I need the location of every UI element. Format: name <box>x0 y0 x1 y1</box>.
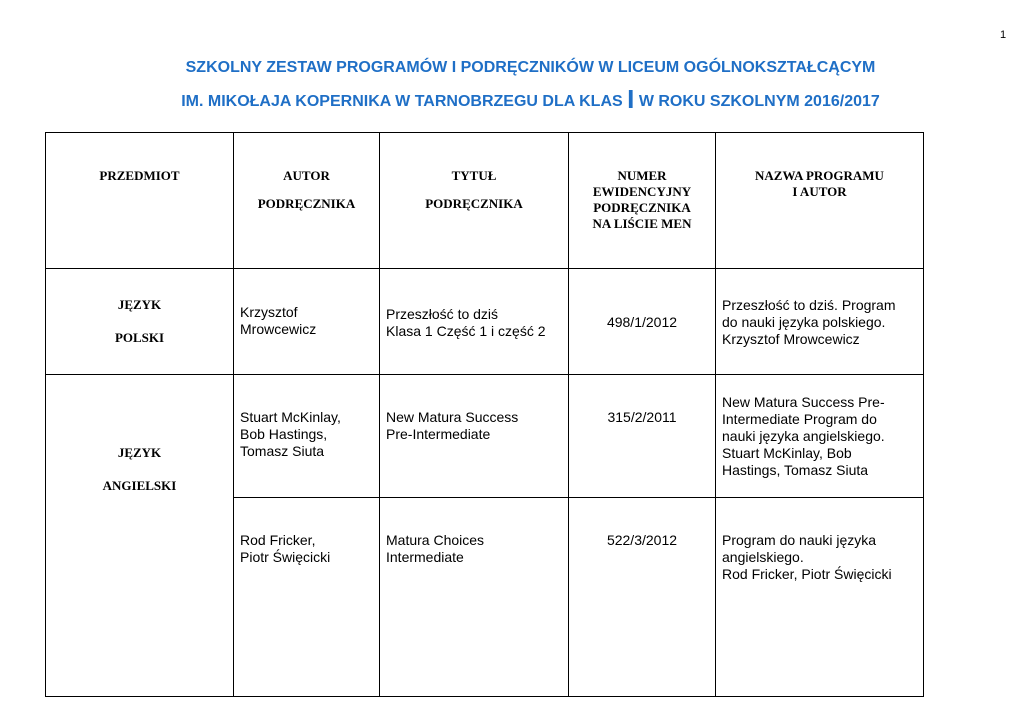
subject-cell <box>46 375 234 697</box>
header-number-label-4: NA LIŚCIE MEN <box>592 216 692 231</box>
subject-label-2: ANGIELSKI <box>102 478 177 493</box>
header-title-label: TYTUŁ <box>451 168 497 183</box>
program-line: angielskiego. <box>722 549 804 565</box>
header-program-label-1: NAZWA PROGRAMU <box>755 168 884 183</box>
table-row <box>46 269 924 375</box>
header-title <box>380 133 569 269</box>
program-cell <box>716 375 924 498</box>
author-line: Stuart McKinlay, <box>240 409 341 425</box>
number-cell <box>569 375 716 498</box>
title-prefix: IM. MIKOŁAJA KOPERNIKA W TARNOBRZEGU DLA KLAS <box>181 93 623 110</box>
subject-cell <box>46 269 234 375</box>
author-line: Krzysztof <box>240 304 298 320</box>
header-subject-label: PRZEDMIOT <box>99 168 180 183</box>
subject-label-1: JĘZYK <box>117 297 162 312</box>
header-author-label: AUTOR <box>283 168 330 183</box>
document-title-line1: SZKOLNY ZESTAW PROGRAMÓW I PODRĘCZNIKÓW W LICEUM OGÓLNOKSZTAŁCĄCYM <box>185 59 876 76</box>
header-program <box>716 133 924 269</box>
program-line: Intermediate Program do <box>722 411 877 427</box>
author-line: Mrowcewicz <box>240 321 317 337</box>
book-title-cell <box>380 269 569 375</box>
header-number <box>569 133 716 269</box>
registration-number: 315/2/2011 <box>607 409 677 425</box>
program-line: Krzysztof Mrowcewicz <box>722 331 860 347</box>
program-line: Rod Fricker, Piotr Święcicki <box>722 566 892 582</box>
book-title-cell <box>380 375 569 498</box>
header-number-label-3: PODRĘCZNIKA <box>593 200 691 215</box>
number-cell <box>569 269 716 375</box>
number-cell <box>569 498 716 697</box>
registration-number: 498/1/2012 <box>606 314 678 330</box>
book-title-line: Intermediate <box>386 549 464 565</box>
author-line: Rod Fricker, <box>240 532 316 548</box>
book-title-line: Matura Choices <box>386 532 485 548</box>
header-program-label-2: I AUTOR <box>792 184 847 199</box>
book-title-line: Przeszłość to dziś <box>386 306 499 322</box>
program-line: Przeszłość to dziś. Program <box>722 297 896 313</box>
author-line: Bob Hastings, <box>240 426 328 442</box>
program-line: New Matura Success Pre- <box>722 394 885 410</box>
header-author <box>234 133 380 269</box>
author-cell <box>234 269 380 375</box>
registration-number: 522/3/2012 <box>606 532 678 548</box>
book-title-line: Pre-Intermediate <box>386 426 491 442</box>
title-class: I <box>627 84 635 114</box>
subject-label-1: JĘZYK <box>117 445 162 460</box>
textbook-table <box>45 132 924 697</box>
program-cell <box>716 498 924 697</box>
program-line: Stuart McKinlay, Bob <box>722 445 852 461</box>
author-cell <box>234 498 380 697</box>
program-line: nauki języka angielskiego. <box>722 428 885 444</box>
book-title-line: Klasa 1 Część 1 i część 2 <box>386 323 546 339</box>
table-row <box>46 375 924 498</box>
table-header-row <box>46 133 924 269</box>
author-line: Piotr Święcicki <box>240 549 331 565</box>
header-author-label-2: PODRĘCZNIKA <box>257 196 356 211</box>
author-line: Tomasz Siuta <box>240 443 325 459</box>
subject-label-2: POLSKI <box>114 330 165 345</box>
program-line: Hastings, Tomasz Siuta <box>722 462 869 478</box>
program-cell <box>716 269 924 375</box>
author-cell <box>234 375 380 498</box>
program-line: do nauki języka polskiego. <box>722 314 886 330</box>
header-title-label-2: PODRĘCZNIKA <box>425 196 523 211</box>
book-title-line: New Matura Success <box>386 409 519 425</box>
title-suffix: W ROKU SZKOLNYM 2016/2017 <box>638 93 880 110</box>
program-line: Program do nauki języka <box>722 532 877 548</box>
header-number-label-1: NUMER <box>617 168 667 183</box>
document-title-line2 <box>0 84 1024 115</box>
page-number: 1 <box>1000 29 1007 41</box>
book-title-cell <box>380 498 569 697</box>
header-number-label-2: EWIDENCYJNY <box>592 184 692 199</box>
header-subject <box>46 133 234 269</box>
